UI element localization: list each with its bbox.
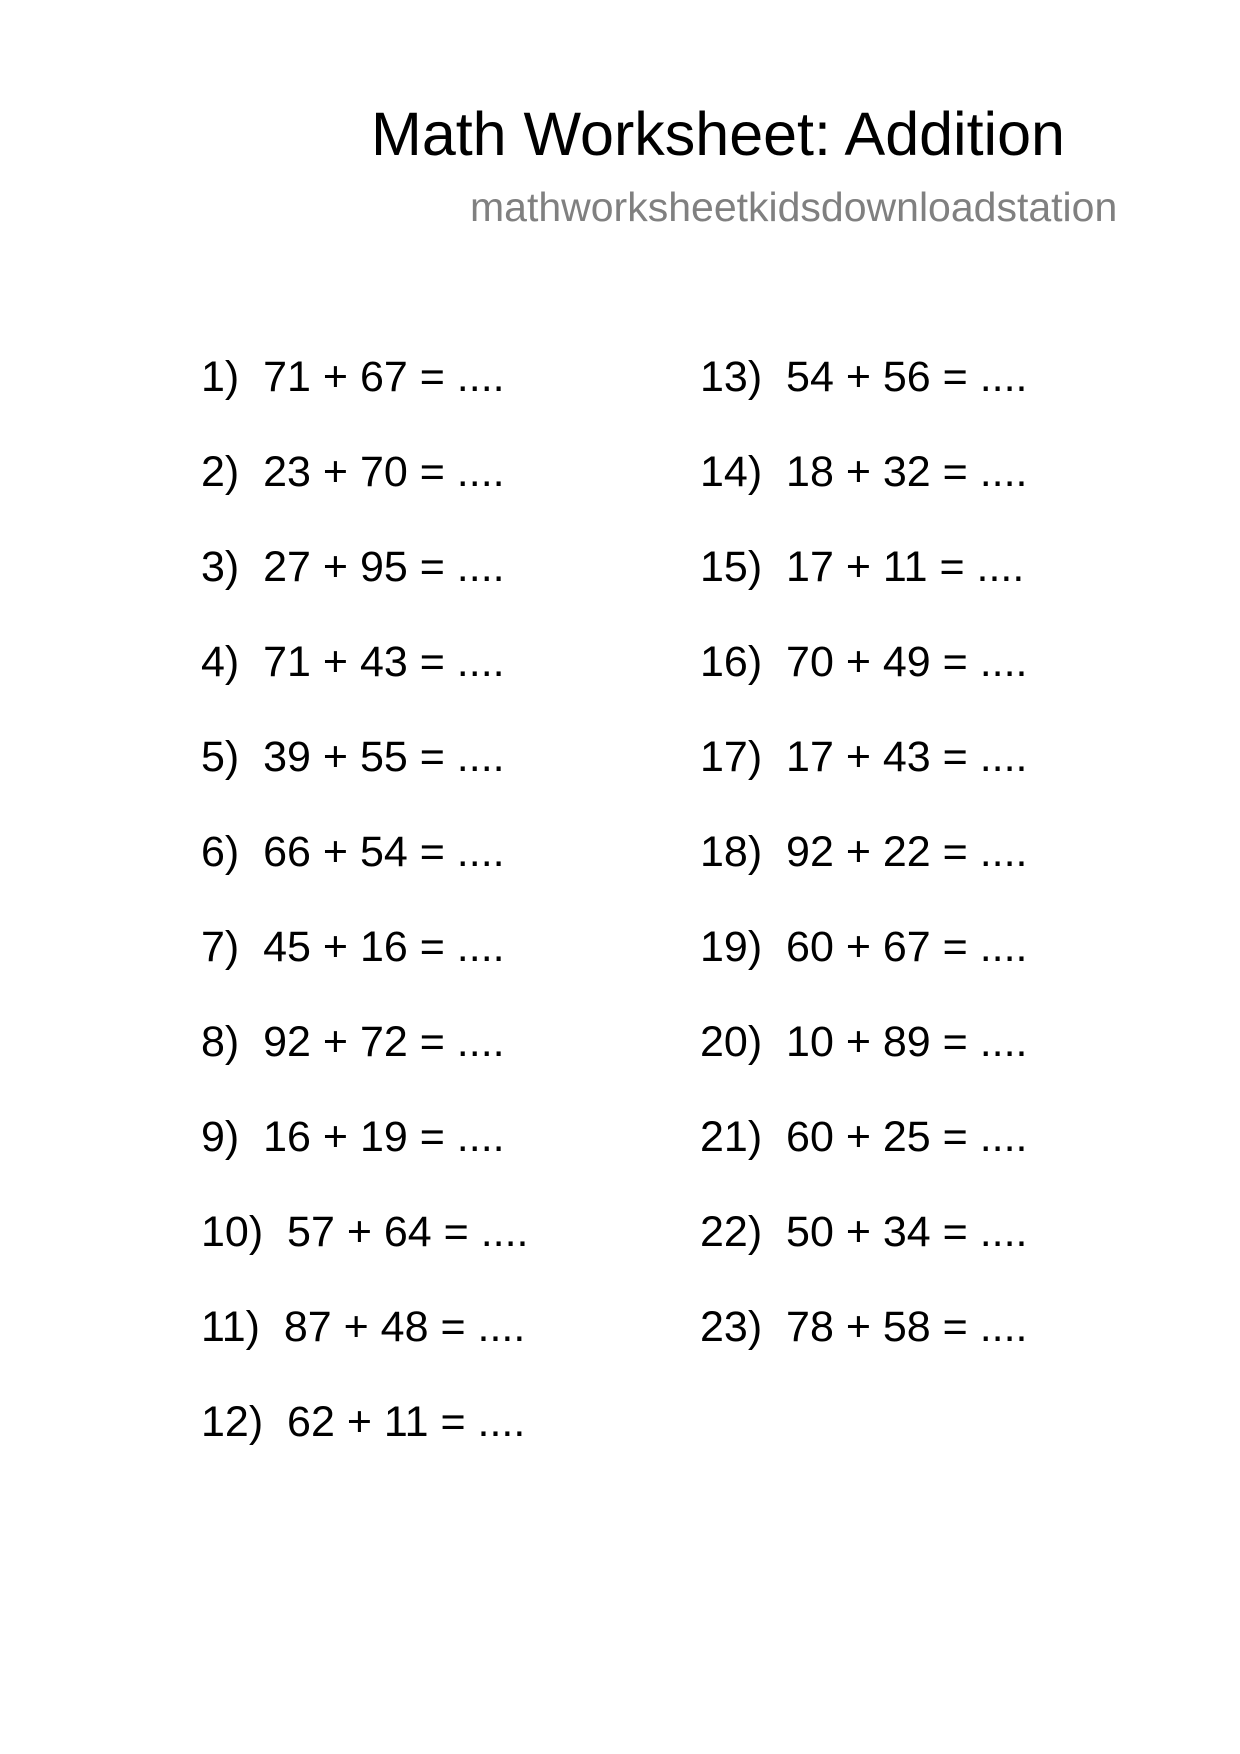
problem-12: 12) 62 + 11 = .... xyxy=(201,1398,526,1446)
problem-6: 6) 66 + 54 = .... xyxy=(201,828,505,876)
problem-22: 22) 50 + 34 = .... xyxy=(700,1208,1028,1256)
problem-8: 8) 92 + 72 = .... xyxy=(201,1018,505,1066)
problem-23: 23) 78 + 58 = .... xyxy=(700,1303,1028,1351)
problem-7: 7) 45 + 16 = .... xyxy=(201,923,505,971)
problem-11: 11) 87 + 48 = .... xyxy=(201,1303,526,1351)
problem-column-left xyxy=(201,350,529,1490)
worksheet-subtitle: mathworksheetkidsdownloadstation xyxy=(470,184,1118,230)
problem-13: 13) 54 + 56 = .... xyxy=(700,353,1028,401)
problem-18: 18) 92 + 22 = .... xyxy=(700,828,1028,876)
problem-20: 20) 10 + 89 = .... xyxy=(700,1018,1028,1066)
problem-2: 2) 23 + 70 = .... xyxy=(201,448,505,496)
problem-1: 1) 71 + 67 = .... xyxy=(201,353,505,401)
problem-19: 19) 60 + 67 = .... xyxy=(700,923,1028,971)
problem-3: 3) 27 + 95 = .... xyxy=(201,543,505,591)
problem-16: 16) 70 + 49 = .... xyxy=(700,638,1028,686)
problem-column-right xyxy=(700,350,1028,1395)
problem-10: 10) 57 + 64 = .... xyxy=(201,1208,529,1256)
problem-14: 14) 18 + 32 = .... xyxy=(700,448,1028,496)
problem-5: 5) 39 + 55 = .... xyxy=(201,733,505,781)
problem-9: 9) 16 + 19 = .... xyxy=(201,1113,505,1161)
problem-17: 17) 17 + 43 = .... xyxy=(700,733,1028,781)
worksheet-title: Math Worksheet: Addition xyxy=(371,100,1065,168)
problem-15: 15) 17 + 11 = .... xyxy=(700,543,1025,591)
problem-21: 21) 60 + 25 = .... xyxy=(700,1113,1028,1161)
problem-4: 4) 71 + 43 = .... xyxy=(201,638,505,686)
